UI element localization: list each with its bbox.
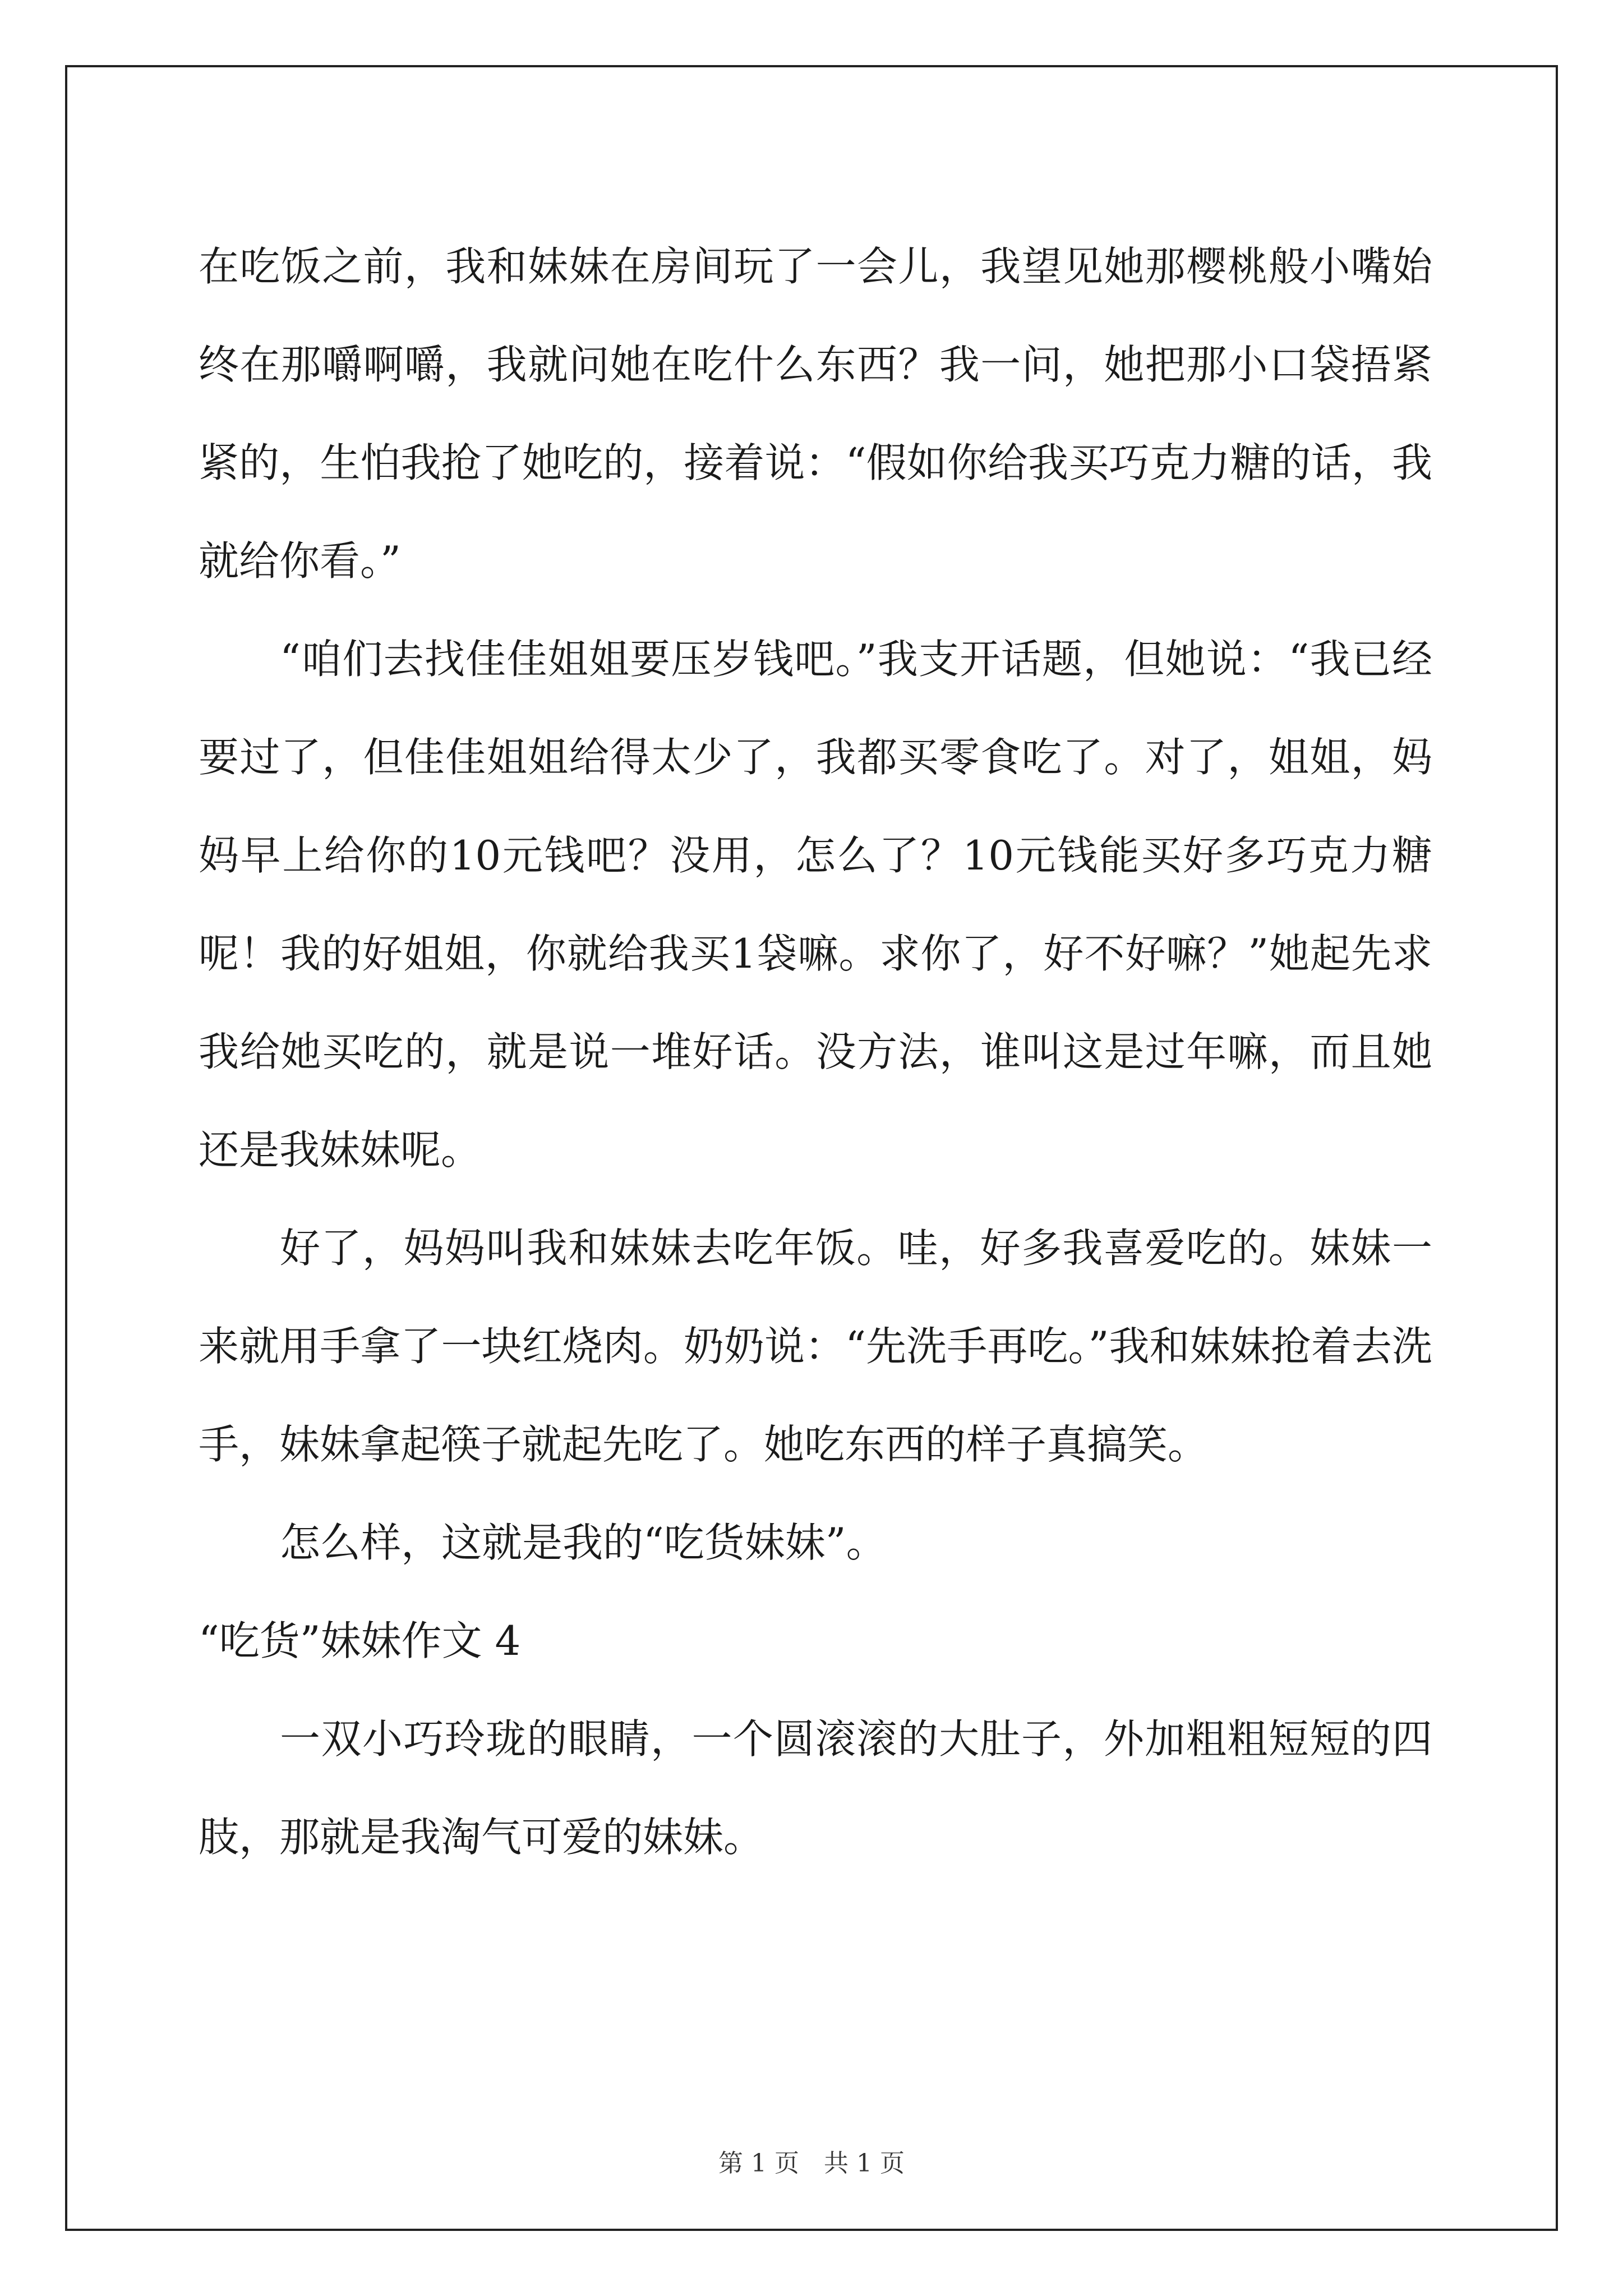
- page-footer: [0, 2143, 1623, 2179]
- section-heading: “吃货”妹妹作文 4: [199, 1617, 521, 1664]
- paragraph-1: 在吃饭之前，我和妹妹在房间玩了一会儿，我望见她那樱桃般小嘴始终在那嚼啊嚼，我就问她在吃什么东西？我一问，她把那小口袋捂紧紧的，生怕我抢了她吃的，接着说：“假如你给我买巧克力糖的话，我就给你看。”: [199, 243, 1432, 585]
- paragraph-3: 好了，妈妈叫我和妹妹去吃年饭。哇，好多我喜爱吃的。妹妹一来就用手拿了一块红烧肉。奶奶说：“先洗手再吃。”我和妹妹抢着去洗手，妹妹拿起筷子就起先吃了。她吃东西的样子真搞笑。: [199, 1225, 1432, 1468]
- paragraph-4: 怎么样，这就是我的“吃货妹妹”。: [280, 1519, 887, 1566]
- page-total: 共 1 页: [824, 2149, 905, 2178]
- page-number: 第 1 页: [718, 2149, 799, 2178]
- document-body: [199, 218, 1432, 1887]
- paragraph-5: 一双小巧玲珑的眼睛，一个圆滚滚的大肚子，外加粗粗短短的四肢，那就是我淘气可爱的妹妹。: [199, 1715, 1432, 1861]
- paragraph-2: “咱们去找佳佳姐姐要压岁钱吧。”我支开话题，但她说：“我已经要过了，但佳佳姐姐给得太少了，我都买零食吃了。对了，姐姐，妈妈早上给你的10元钱吧？没用，怎么了？10元钱能买好多巧克力糖呢！我的好姐姐，你就给我买1袋嘛。求你了，好不好嘛？”她起先求我给她买吃的，就是说一堆好话。没方法，谁叫这是过年嘛，而且她还是我妹妹呢。: [199, 636, 1432, 1174]
